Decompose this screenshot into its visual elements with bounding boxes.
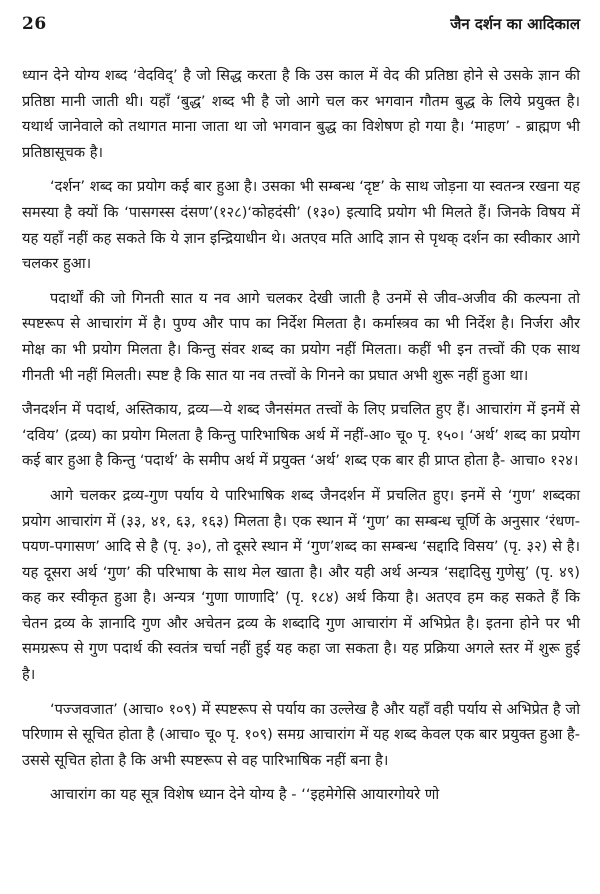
paragraph: आचारांग का यह सूत्र विशेष ध्यान देने योग्य है - ‘‘इहमेगेसि आयारगोयरे णो: [50, 786, 440, 804]
running-title: जैन दर्शन का आदिकाल: [450, 15, 580, 33]
paragraph: ‘पज्जवजात’ (आचा० १०९) में स्पष्टरूप से पर्याय का उल्लेख है और यहाँ वही पर्याय से अभिप्रेत है जो परिणाम से सूचित होता है (आचा० चू० पृ. १०९) समग्र आचारांग में यह शब्द केवल एक बार प्रयुक्त हुआ है-उससे सूचित होता है कि अभी स्पष्टरूप से वह पारिभाषिक नहीं बना है।: [22, 700, 580, 769]
paragraph: ध्यान देने योग्य शब्द ‘वेदविद्’ है जो सिद्ध करता है कि उस काल में वेद की प्रतिष्ठा होने से उसके ज्ञान की प्रतिष्ठा मानी जाती थी। यहाँ ‘बुद्ध’ शब्द भी है जो आगे चल कर भगवान गौतम बुद्ध के लिये प्रयुक्त है। यथार्थ जानेवाले को तथागत माना जाता था जो भगवान बुद्ध का विशेषण हो गया है। ‘माहण’ - ब्राह्मण भी प्रतिष्ठासूचक है।: [22, 67, 580, 161]
book-page: [22, 14, 580, 808]
paragraph: जैनदर्शन में पदार्थ, अस्तिकाय, द्रव्य—ये शब्द जैनसंमत तत्त्वों के लिए प्रचलित हुए हैं। आचारांग में इनमें से ‘दविय’ (द्रव्य) का प्रयोग मिलता है किन्तु पारिभाषिक अर्थ में नहीं-आ० चू० पृ. १५०। ‘अर्थ’ शब्द का प्रयोग कई बार हुआ है किन्तु ‘पदार्थ’ के समीप अर्थ में प्रयुक्त ‘अर्थ’ शब्द एक बार ही प्राप्त होता है- आचा० १२४।: [22, 401, 580, 470]
paragraph: ‘दर्शन’ शब्द का प्रयोग कई बार हुआ है। उसका भी सम्बन्ध ‘दृष्ट’ के साथ जोड़ना या स्वतन्त्र रखना यह समस्या है क्यों कि ‘पासगस्स दंसण’(१२८)‘कोहदंसी’ (१३०) इत्यादि प्रयोग भी मिलते हैं। जिनके विषय में यह यहाँ नहीं कह सकते कि ये ज्ञान इन्द्रियाधीन थे। अतएव मति आदि ज्ञान से पृथक् दर्शन का स्वीकार आगे चलकर हुआ।: [22, 178, 580, 273]
paragraph: पदार्थों की जो गिनती सात य नव आगे चलकर देखी जाती है उनमें से जीव-अजीव की कल्पना तो स्पष्टरूप से आचारांग में है। पुण्य और पाप का निर्देश मिलता है। कर्मास्त्रव का भी निर्देश है। निर्जरा और मोक्ष का भी प्रयोग मिलता है। किन्तु संवर शब्द का प्रयोग नहीं मिलता। कहीं भी इन तत्त्वों की एक साथ गीनती भी नहीं मिलती। स्पष्ट है कि सात या नव तत्त्वों के गिनने का प्रघात अभी शुरू नहीं हुआ था।: [22, 289, 580, 384]
page-number: 26: [22, 14, 47, 34]
body-text: [22, 63, 580, 808]
paragraph: आगे चलकर द्रव्य-गुण पर्याय ये पारिभाषिक शब्द जैनदर्शन में प्रचलित हुए। इनमें से ‘गुण’ शब्दका प्रयोग आचारांग में (३३, ४१, ६३, १६३) मिलता है। एक स्थान में ‘गुण’ का सम्बन्ध चूर्णि के अनुसार ‘रंधण-पयण-पगासण’ आदि से है (पृ. ३०), तो दूसरे स्थान में ‘गुण’शब्द का सम्बन्ध ‘सद्दादि विसय’ (पृ. ३२) से है। यह दूसरा अर्थ ‘गुण’ की परिभाषा के साथ मेल खाता है। और यही अर्थ अन्यत्र ‘सद्दादिसु गुणेसु’ (पृ. ४९) कह कर स्वीकृत हुआ है। अन्यत्र ‘गुणा णाणादि’ (पृ. १८४) अर्थ किया है। अतएव हम कह सकते हैं कि चेतन द्रव्य के ज्ञानादि गुण और अचेतन द्रव्य के शब्दादि गुण आचारांग में अभिप्रेत है। इतना होने पर भी समग्ररूप से गुण पदार्थ की स्वतंत्र चर्चा नहीं हुई यह कहा जा सकता है। यह प्रक्रिया अगले स्तर में शुरू हुई है।: [22, 486, 580, 684]
page-header: [22, 14, 580, 45]
